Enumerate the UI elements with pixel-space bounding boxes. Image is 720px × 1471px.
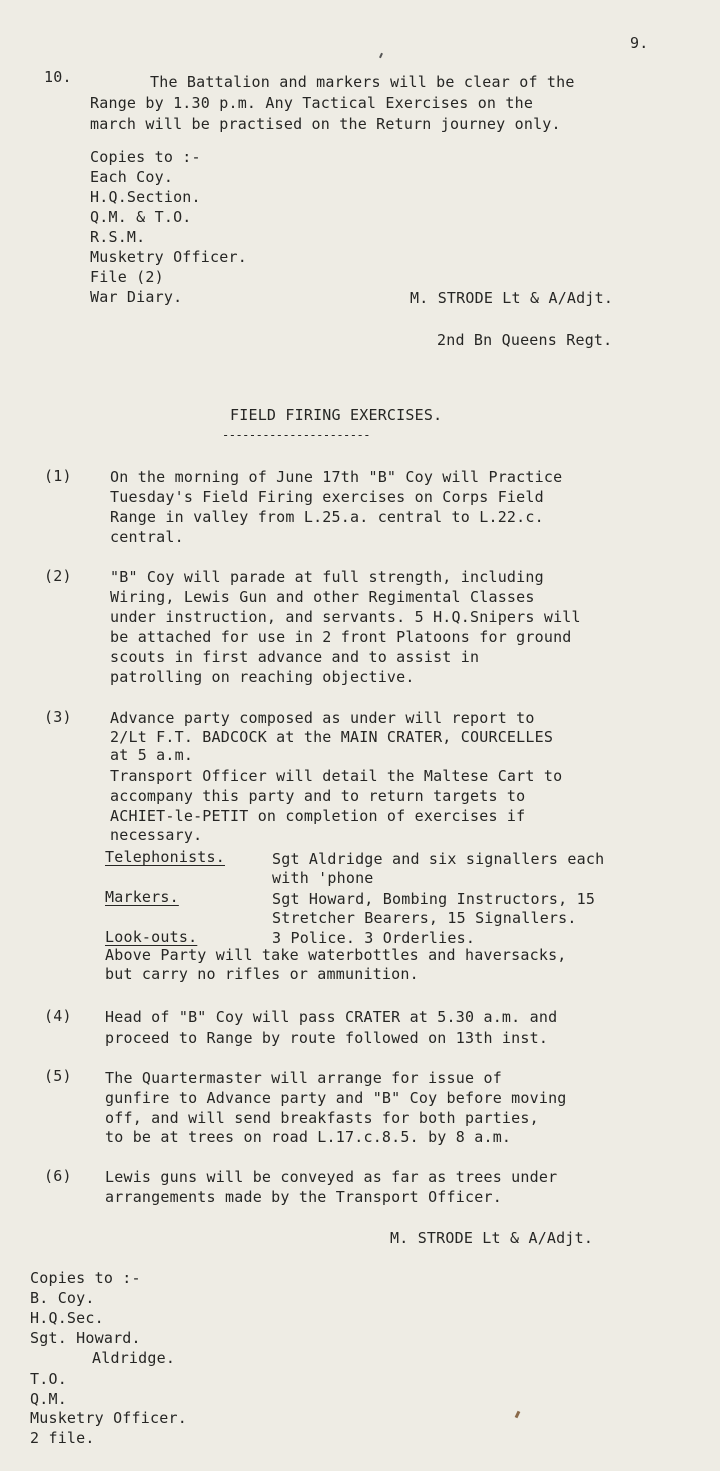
copies-item: War Diary. (90, 288, 183, 306)
para-3-number: (3) (44, 708, 72, 726)
copies-item: B. Coy. (30, 1289, 95, 1307)
para-2-line: Wiring, Lewis Gun and other Regimental Classes (110, 588, 535, 606)
para-3-after: Above Party will take waterbottles and haversacks, (105, 946, 567, 964)
role-label-lookouts: Look-outs. (105, 928, 198, 946)
para-3-line: 2/Lt F.T. BADCOCK at the MAIN CRATER, COURCELLES (110, 728, 554, 746)
para-6-line: Lewis guns will be conveyed as far as trees under (105, 1168, 558, 1186)
signature: M. STRODE Lt & A/Adjt. (410, 289, 614, 307)
para-3-after: but carry no rifles or ammunition. (105, 965, 419, 983)
copies-item: Musketry Officer. (90, 248, 247, 266)
para-10-line: Range by 1.30 p.m. Any Tactical Exercises on the (90, 94, 534, 112)
ink-mark (515, 1411, 521, 1419)
copies-item: Sgt. Howard. (30, 1329, 141, 1347)
para-2-line: be attached for use in 2 front Platoons for ground (110, 628, 572, 646)
para-10-line: march will be practised on the Return journey only. (90, 115, 561, 133)
copies-item: Aldridge. (92, 1349, 176, 1367)
ink-mark (379, 53, 383, 58)
para-2-line: under instruction, and servants. 5 H.Q.Snipers will (110, 608, 581, 626)
document-title: FIELD FIRING EXERCISES. (230, 406, 443, 424)
role-text: 3 Police. 3 Orderlies. (272, 929, 476, 947)
para-5-number: (5) (44, 1067, 72, 1085)
page-number: 9. (630, 34, 649, 52)
copies-heading: Copies to :- (90, 148, 201, 166)
title-rule: ---------------------- (222, 428, 370, 442)
para-1-number: (1) (44, 467, 72, 485)
role-text: Sgt Howard, Bombing Instructors, 15 (272, 890, 596, 908)
role-text: Stretcher Bearers, 15 Signallers. (272, 909, 577, 927)
copies-item: Musketry Officer. (30, 1409, 187, 1427)
para-5-line: gunfire to Advance party and "B" Coy before moving (105, 1089, 567, 1107)
unit-name: 2nd Bn Queens Regt. (437, 331, 613, 349)
para-4-line: proceed to Range by route followed on 13th inst. (105, 1029, 549, 1047)
para-1-line: On the morning of June 17th "B" Coy will Practice (110, 468, 563, 486)
para-2-line: scouts in first advance and to assist in (110, 648, 480, 666)
para-1-line: Range in valley from L.25.a. central to L.22.c. (110, 508, 544, 526)
para-2-line: patrolling on reaching objective. (110, 668, 415, 686)
role-label-markers: Markers. (105, 888, 179, 906)
para-2-number: (2) (44, 567, 72, 585)
copies-item: Each Coy. (90, 168, 174, 186)
para-4-line: Head of "B" Coy will pass CRATER at 5.30 a.m. and (105, 1008, 558, 1026)
role-text: with 'phone (272, 869, 374, 887)
role-label-telephonists: Telephonists. (105, 848, 225, 866)
para-3-line: accompany this party and to return targets to (110, 787, 526, 805)
para-1-line: Tuesday's Field Firing exercises on Corps Field (110, 488, 544, 506)
copies-item: Q.M. & T.O. (90, 208, 192, 226)
para-6-number: (6) (44, 1167, 72, 1185)
para-1-line: central. (110, 528, 184, 546)
copies-item: Q.M. (30, 1390, 67, 1408)
copies-item: 2 file. (30, 1429, 95, 1447)
para-4-number: (4) (44, 1007, 72, 1025)
para-3-line: at 5 a.m. (110, 746, 194, 764)
copies-item: R.S.M. (90, 228, 146, 246)
para-5-line: off, and will send breakfasts for both parties, (105, 1109, 539, 1127)
para-3-line: ACHIET-le-PETIT on completion of exercises if (110, 807, 526, 825)
para-6-line: arrangements made by the Transport Officer. (105, 1188, 502, 1206)
para-10-number: 10. (44, 68, 72, 86)
para-5-line: The Quartermaster will arrange for issue of (105, 1069, 502, 1087)
para-3-line: Transport Officer will detail the Maltese Cart to (110, 767, 563, 785)
signature: M. STRODE Lt & A/Adjt. (390, 1229, 594, 1247)
copies-item: File (2) (90, 268, 164, 286)
para-10-line: The Battalion and markers will be clear of the (150, 73, 575, 91)
role-text: Sgt Aldridge and six signallers each (272, 850, 605, 868)
para-3-line: Advance party composed as under will report to (110, 709, 535, 727)
para-2-line: "B" Coy will parade at full strength, including (110, 568, 544, 586)
copies-item: H.Q.Sec. (30, 1309, 104, 1327)
copies-heading: Copies to :- (30, 1269, 141, 1287)
copies-item: H.Q.Section. (90, 188, 201, 206)
para-5-line: to be at trees on road L.17.c.8.5. by 8 a.m. (105, 1128, 512, 1146)
copies-item: T.O. (30, 1370, 67, 1388)
para-3-line: necessary. (110, 826, 203, 844)
